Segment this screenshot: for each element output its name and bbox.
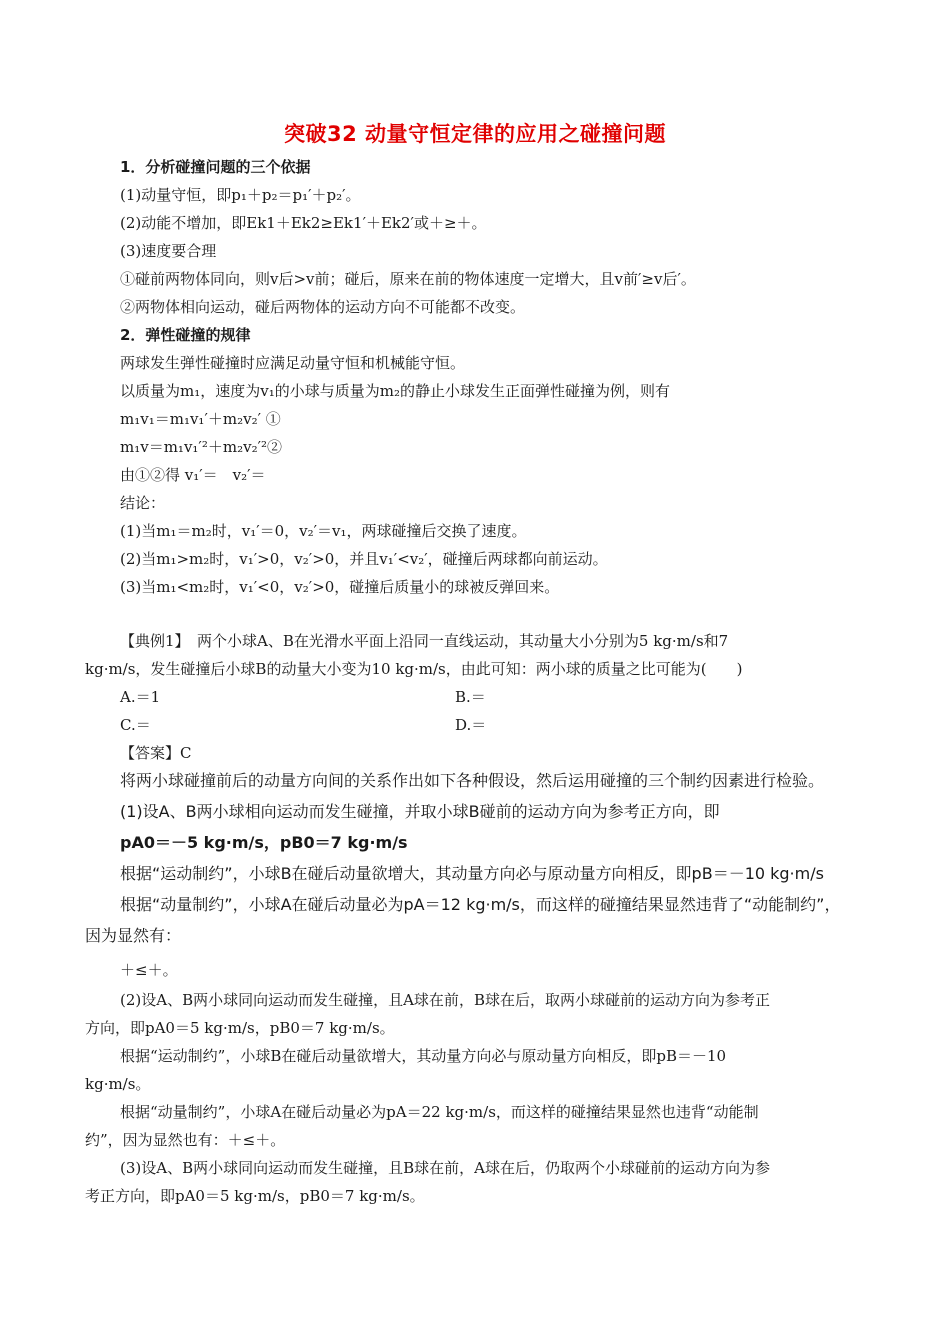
solution-line: 因为显然有： (85, 926, 182, 945)
solution-line: (2)设A、B两小球同向运动而发生碰撞，且A球在前，B球在后，取两小球碰前的运动方向为参考正 (120, 991, 770, 1009)
text-line: ②两物体相向运动，碰后两物体的运动方向不可能都不改变。 (120, 298, 526, 316)
solution-line: 根据“动量制约”，小球A在碰后动量必为pA＝12 kg·m/s，而这样的碰撞结果显然违背了“动能制约”， (120, 895, 841, 914)
solution-line: (1)设A、B两小球相向运动而发生碰撞，并取小球B碰前的运动方向为参考正方向，即 (120, 802, 720, 821)
text-line: 结论： (120, 494, 166, 512)
solution-line: 考正方向，即pA0＝5 kg·m/s，pB0＝7 kg·m/s。 (85, 1187, 425, 1205)
solution-line: kg·m/s。 (85, 1075, 151, 1093)
answer-label: 【答案】C (120, 744, 192, 762)
section2-heading: 2．弹性碰撞的规律 (120, 326, 251, 344)
solution-line: 根据“动量制约”，小球A在碰后动量必为pA＝22 kg·m/s，而这样的碰撞结果显然也违背“动能制 (120, 1103, 759, 1121)
text-line: 以质量为m₁，速度为v₁的小球与质量为m₂的静止小球发生正面弹性碰撞为例，则有 (120, 382, 670, 400)
equation-line: m₁v＝m₁v₁′²＋m₂v₂′²② (120, 438, 282, 456)
example-question: 【典例1】 两个小球A、B在光滑水平面上沿同一直线运动，其动量大小分别为5 kg·m/s和7 (120, 632, 729, 650)
text-line: ①碰前两物体同向，则v后>v前；碰后，原来在前的物体速度一定增大，且v前′≥v后′。 (120, 270, 696, 288)
text-line: (2)当m₁>m₂时，v₁′>0，v₂′>0，并且v₁′<v₂′，碰撞后两球都向前运动。 (120, 550, 608, 568)
equation-line: m₁v₁＝m₁v₁′＋m₂v₂′ ① (120, 410, 281, 428)
solution-line: 将两小球碰撞前后的动量方向间的关系作出如下各种假设，然后运用碰撞的三个制约因素进行检验。 (120, 771, 825, 790)
equation-line: 由①②得 v₁′＝ v₂′＝ (120, 466, 266, 484)
option-a: A.＝1 (120, 688, 161, 706)
solution-line: 根据“运动制约”，小球B在碰后动量欲增大，其动量方向必与原动量方向相反，即pB＝－10 kg·m/s (120, 864, 824, 883)
option-c: C.＝ (120, 716, 151, 734)
solution-line: (3)设A、B两小球同向运动而发生碰撞，且B球在前，A球在后，仍取两个小球碰前的运动方向为参 (120, 1159, 770, 1177)
option-b: B.＝ (455, 688, 486, 706)
text-line: 两球发生弹性碰撞时应满足动量守恒和机械能守恒。 (120, 354, 466, 372)
solution-line: pA0＝－5 kg·m/s，pB0＝7 kg·m/s (120, 833, 408, 852)
text-line: (2)动能不增加，即Ek1＋Ek2≥Ek1′＋Ek2′或＋≥＋。 (120, 214, 487, 232)
solution-line: 约”，因为显然也有：＋≤＋。 (85, 1131, 286, 1149)
solution-line: ＋≤＋。 (120, 961, 178, 979)
text-line: (3)当m₁<m₂时，v₁′<0，v₂′>0，碰撞后质量小的球被反弹回来。 (120, 578, 560, 596)
page-title: 突破32 动量守恒定律的应用之碰撞问题 (283, 122, 667, 146)
solution-line: 方向，即pA0＝5 kg·m/s，pB0＝7 kg·m/s。 (85, 1019, 395, 1037)
text-line: (3)速度要合理 (120, 242, 217, 260)
section1-heading: 1．分析碰撞问题的三个依据 (120, 158, 311, 176)
text-line: (1)当m₁＝m₂时，v₁′＝0，v₂′＝v₁，两球碰撞后交换了速度。 (120, 522, 527, 540)
solution-line: 根据“运动制约”，小球B在碰后动量欲增大，其动量方向必与原动量方向相反，即pB＝－10 (120, 1047, 727, 1065)
text-line: (1)动量守恒，即p₁＋p₂＝p₁′＋p₂′。 (120, 186, 361, 204)
example-question: kg·m/s，发生碰撞后小球B的动量大小变为10 kg·m/s，由此可知：两小球的质量之比可能为( ) (85, 660, 743, 678)
option-d: D.＝ (455, 716, 487, 734)
